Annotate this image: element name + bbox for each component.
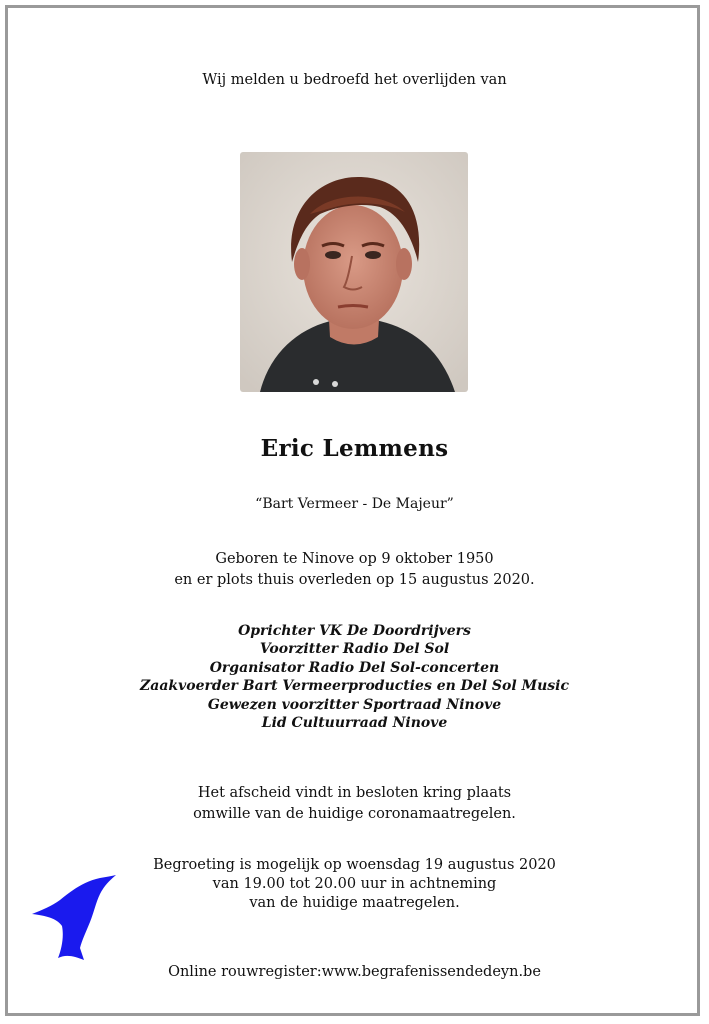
deceased-name: Eric Lemmens (260, 435, 449, 462)
role-item: Zaakvoerder Bart Vermeerproducties en Del Sol Music (140, 678, 569, 695)
role-item: Lid Cultuurraad Ninove (261, 715, 448, 732)
born-line: Geboren te Ninove op 9 oktober 1950 (215, 551, 494, 567)
role-item: Organisator Radio Del Sol-concerten (209, 659, 500, 676)
birth-death-text (0, 549, 709, 591)
role-item: Voorzitter Radio Del Sol (259, 641, 450, 658)
farewell-line: omwille van de huidige coronamaatregelen. (193, 806, 516, 822)
visit-line: van de huidige maatregelen. (249, 895, 460, 911)
intro-text: Wij melden u bedroefd het overlijden van (202, 72, 507, 88)
roles-list (0, 622, 709, 732)
role-item: Gewezen voorzitter Sportraad Ninove (207, 696, 502, 713)
farewell-line: Het afscheid vindt in besloten kring plaats (197, 785, 512, 801)
died-line: en er plots thuis overleden op 15 augustus 2020. (174, 572, 535, 588)
visit-line: Begroeting is mogelijk op woensdag 19 augustus 2020 (153, 857, 556, 873)
blue-bird-icon (30, 872, 118, 962)
nickname: “Bart Vermeer - De Majeur” (255, 496, 454, 512)
farewell-text (0, 783, 709, 825)
role-item: Oprichter VK De Doordrijvers (238, 623, 471, 639)
visit-line: van 19.00 tot 20.00 uur in achtneming (212, 876, 497, 892)
portrait-photo (240, 152, 468, 392)
online-register: Online rouwregister:www.begrafenissendedeyn.be (168, 964, 541, 980)
